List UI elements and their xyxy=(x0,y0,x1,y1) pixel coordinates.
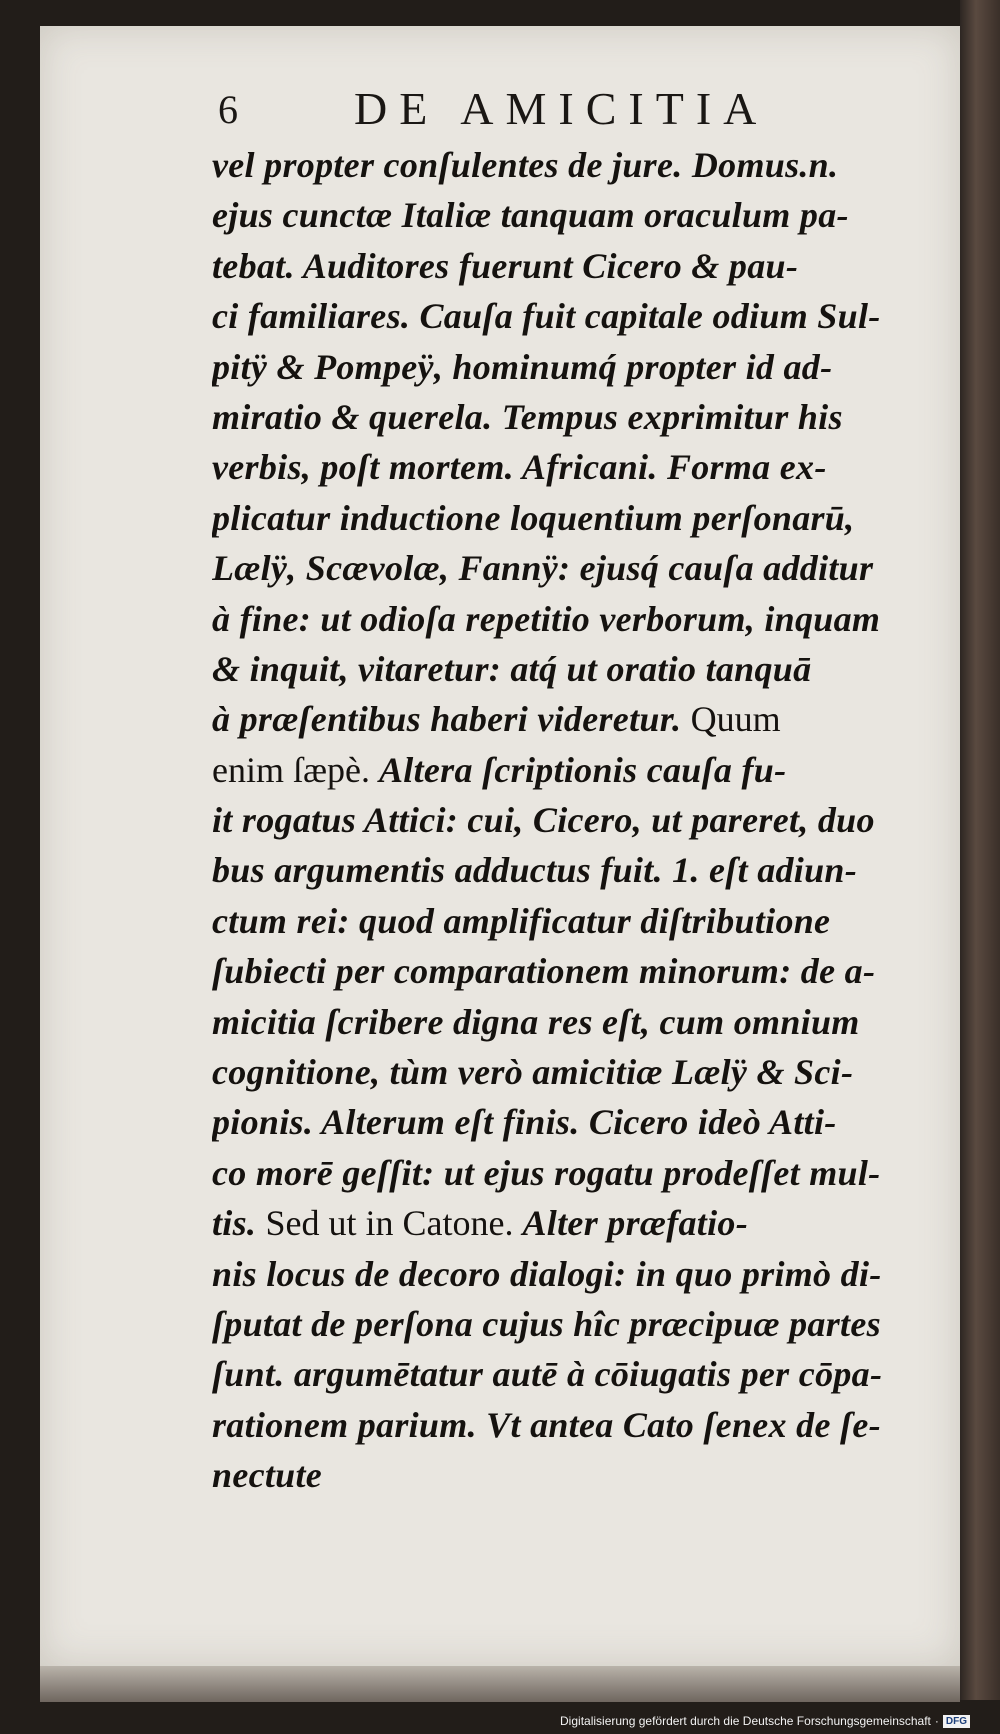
text-segment: nectute xyxy=(212,1455,323,1496)
text-segment: Altera ſcriptionis cauſa fu- xyxy=(378,749,787,790)
text-line xyxy=(212,342,928,392)
text-segment: tebat. Auditores fuerunt Cicero & pau- xyxy=(212,245,799,286)
text-segment: miratio & querela. Tempus exprimitur his xyxy=(212,396,843,437)
text-segment: Alter præfatio- xyxy=(522,1203,748,1244)
text-segment: pitÿ & Pompeÿ, hominumq́ propter id ad- xyxy=(212,346,833,387)
text-segment: ctum rei: quod amplificatur diſtributione xyxy=(212,900,831,941)
text-segment: enim ſæpè. xyxy=(212,749,379,790)
text-line xyxy=(212,694,928,744)
text-line xyxy=(212,442,928,492)
text-segment: Lælÿ, Scævolæ, Fannÿ: ejusq́ cauſa additur xyxy=(212,548,874,589)
running-title: DE AMICITIA xyxy=(354,83,769,134)
digitization-footer: Digitalisierung gefördert durch die Deutsche Forschungsgemeinschaft · DFG xyxy=(560,1714,970,1728)
text-segment: cognitione, tùm verò amicitiæ Lælÿ & Sci- xyxy=(212,1052,854,1093)
text-segment: nis locus de decoro dialogi: in quo primò di- xyxy=(212,1253,882,1294)
text-line xyxy=(212,1249,928,1299)
text-segment: vel propter conſulentes de jure. Domus.n. xyxy=(212,145,839,185)
text-segment: ci familiares. Cauſa fuit capitale odium Sul- xyxy=(212,296,881,337)
text-segment: à fine: ut odioſa repetitio verborum, inquam xyxy=(212,598,881,639)
text-segment: ſubiecti per comparationem minorum: de a- xyxy=(212,951,876,992)
text-line xyxy=(212,140,928,190)
text-line xyxy=(212,644,928,694)
text-segment: pionis. Alterum eſt finis. Cicero ideò Atti- xyxy=(212,1102,837,1143)
text-line xyxy=(212,241,928,291)
text-segment: rationem parium. Vt antea Cato ſenex de ſe- xyxy=(212,1404,881,1445)
text-line xyxy=(212,1097,928,1147)
text-line xyxy=(212,997,928,1047)
text-line xyxy=(212,795,928,845)
text-line xyxy=(212,291,928,341)
text-line xyxy=(212,896,928,946)
book-edge xyxy=(960,0,1000,1700)
footer-credit: Digitalisierung gefördert durch die Deutsche Forschungsgemeinschaft xyxy=(560,1714,931,1728)
text-segment: ſputat de perſona cujus hîc præcipuæ partes xyxy=(212,1303,881,1344)
text-line xyxy=(212,392,928,442)
text-segment: ejus cunctæ Italiæ tanquam oraculum pa- xyxy=(212,195,849,236)
text-line xyxy=(212,1450,928,1500)
text-segment: Quum xyxy=(690,699,781,740)
text-segment: bus argumentis adductus fuit. 1. eſt adiun- xyxy=(212,850,858,891)
text-line xyxy=(212,1299,928,1349)
text-segment: co morē geſſit: ut ejus rogatu prodeſſet mul- xyxy=(212,1152,881,1193)
text-line xyxy=(212,845,928,895)
text-line xyxy=(212,1047,928,1097)
text-segment: verbis, poſt mortem. Africani. Forma ex- xyxy=(212,447,827,488)
text-line xyxy=(212,1148,928,1198)
text-line xyxy=(212,543,928,593)
text-line xyxy=(212,594,928,644)
text-segment: micitia ſcribere digna res eſt, cum omnium xyxy=(212,1001,860,1042)
page-header xyxy=(170,82,890,138)
text-segment: à præſentibus haberi videretur. xyxy=(212,699,691,740)
text-line xyxy=(212,745,928,795)
text-segment: it rogatus Attici: cui, Cicero, ut pareret, duo xyxy=(212,800,875,841)
body-text xyxy=(212,140,928,1501)
page-bottom-edge xyxy=(40,1666,960,1702)
text-segment: & inquit, vitaretur: atq́ ut oratio tanquā xyxy=(212,648,812,689)
text-line xyxy=(212,1349,928,1399)
text-segment: plicatur inductione loquentium perſonarū, xyxy=(212,497,855,538)
text-segment: Sed ut in Catone. xyxy=(265,1203,523,1244)
text-line xyxy=(212,946,928,996)
dfg-logo-icon: DFG xyxy=(943,1715,970,1728)
text-segment: tis. xyxy=(212,1203,266,1244)
text-line xyxy=(212,1400,928,1450)
text-segment: ſunt. argumētatur autē à cōiugatis per cōpa- xyxy=(212,1354,883,1395)
text-line xyxy=(212,190,928,240)
page-number: 6 xyxy=(218,87,238,132)
text-line xyxy=(212,493,928,543)
text-line xyxy=(212,1198,928,1248)
